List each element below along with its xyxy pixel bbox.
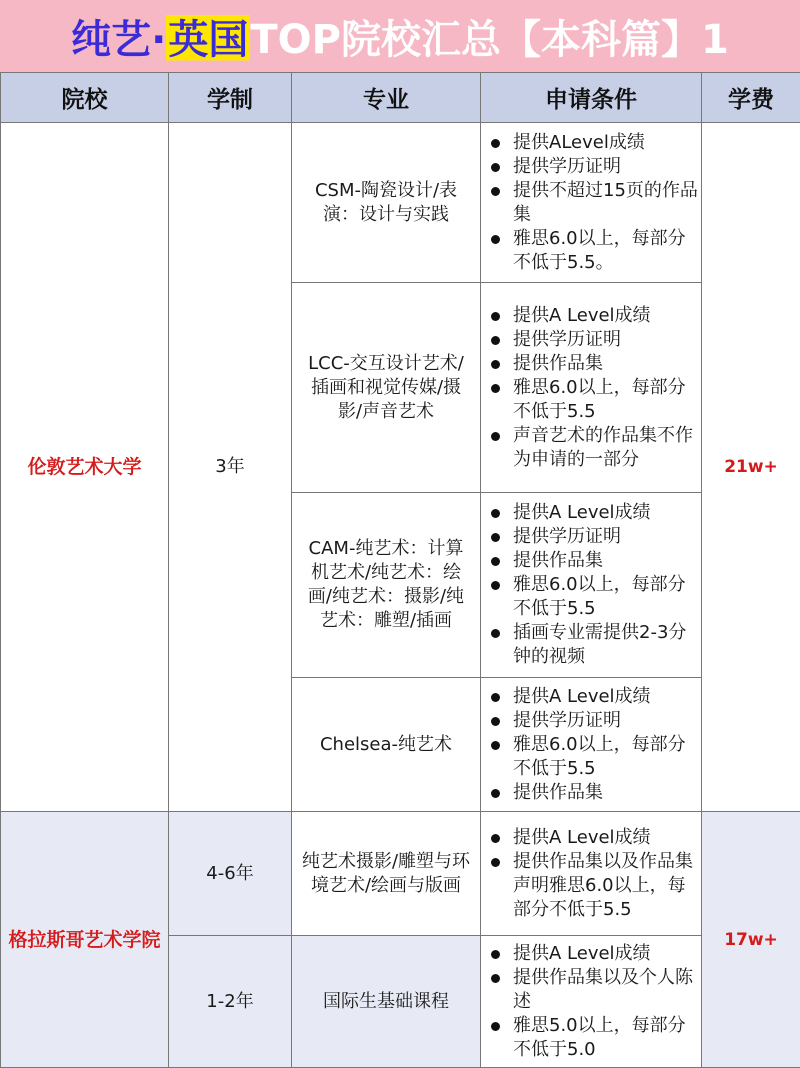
requirements-list — [489, 501, 699, 669]
header-tuition: 学费 — [702, 73, 800, 123]
duration-cell: 3年 — [169, 123, 292, 812]
requirement-item: 提供A Level成绩 — [489, 501, 699, 525]
requirement-item: 提供作品集 — [489, 549, 699, 573]
requirement-item: 插画专业需提供2-3分钟的视频 — [489, 621, 699, 669]
requirement-item: 雅思5.0以上，每部分不低于5.0 — [489, 1014, 699, 1062]
requirements-list — [489, 304, 699, 472]
requirements-cell — [481, 678, 702, 812]
requirement-item: 提供A Level成绩 — [489, 685, 699, 709]
requirement-item: 雅思6.0以上，每部分不低于5.5 — [489, 733, 699, 781]
major-cell: 纯艺术摄影/雕塑与环境艺术/绘画与版画 — [292, 812, 481, 936]
requirement-item: 提供作品集 — [489, 352, 699, 376]
major-cell: Chelsea-纯艺术 — [292, 678, 481, 812]
duration-cell: 4-6年 — [169, 812, 292, 936]
requirements-cell — [481, 812, 702, 936]
requirement-item: 提供学历证明 — [489, 328, 699, 352]
requirements-list — [489, 826, 699, 922]
requirement-item: 提供A Level成绩 — [489, 304, 699, 328]
header-requirements: 申请条件 — [481, 73, 702, 123]
title-part-1: 纯艺· — [71, 8, 166, 65]
duration-cell: 1-2年 — [169, 936, 292, 1068]
requirement-item: 雅思6.0以上，每部分不低于5.5。 — [489, 227, 699, 275]
table-row — [1, 812, 800, 936]
requirements-cell — [481, 936, 702, 1068]
requirement-item: 提供作品集以及个人陈述 — [489, 966, 699, 1014]
requirement-item: 提供学历证明 — [489, 525, 699, 549]
page-title — [0, 0, 800, 72]
requirement-item: 提供作品集 — [489, 781, 699, 805]
school-name: 格拉斯哥艺术学院 — [1, 812, 169, 1068]
requirements-list — [489, 685, 699, 805]
major-cell: CAM-纯艺术：计算机艺术/纯艺术：绘画/纯艺术：摄影/纯艺术：雕塑/插画 — [292, 493, 481, 678]
requirement-item: 雅思6.0以上，每部分不低于5.5 — [489, 573, 699, 621]
requirement-item: 提供A Level成绩 — [489, 826, 699, 850]
requirements-list — [489, 942, 699, 1062]
requirement-item: 提供作品集以及作品集声明雅思6.0以上，每部分不低于5.5 — [489, 850, 699, 922]
requirement-item: 提供学历证明 — [489, 709, 699, 733]
school-name: 伦敦艺术大学 — [1, 123, 169, 812]
major-cell: CSM-陶瓷设计/表演：设计与实践 — [292, 123, 481, 283]
table-row — [1, 123, 800, 283]
tuition-cell: 21w+ — [702, 123, 800, 812]
requirement-item: 提供A Level成绩 — [489, 942, 699, 966]
requirements-list — [489, 131, 699, 275]
requirement-item: 提供不超过15页的作品集 — [489, 179, 699, 227]
title-part-3: TOP院校汇总【本科篇】1 — [250, 8, 728, 65]
header-duration: 学制 — [169, 73, 292, 123]
requirement-item: 提供学历证明 — [489, 155, 699, 179]
requirement-item: 提供ALevel成绩 — [489, 131, 699, 155]
header-school: 院校 — [1, 73, 169, 123]
major-cell: 国际生基础课程 — [292, 936, 481, 1068]
requirements-cell — [481, 493, 702, 678]
header-major: 专业 — [292, 73, 481, 123]
requirements-cell — [481, 283, 702, 493]
schools-table — [0, 72, 800, 1068]
major-cell: LCC-交互设计艺术/插画和视觉传媒/摄影/声音艺术 — [292, 283, 481, 493]
header-row — [1, 73, 800, 123]
title-part-2: 英国 — [166, 8, 250, 65]
requirements-cell — [481, 123, 702, 283]
requirement-item: 声音艺术的作品集不作为申请的一部分 — [489, 424, 699, 472]
tuition-cell: 17w+ — [702, 812, 800, 1068]
requirement-item: 雅思6.0以上，每部分不低于5.5 — [489, 376, 699, 424]
